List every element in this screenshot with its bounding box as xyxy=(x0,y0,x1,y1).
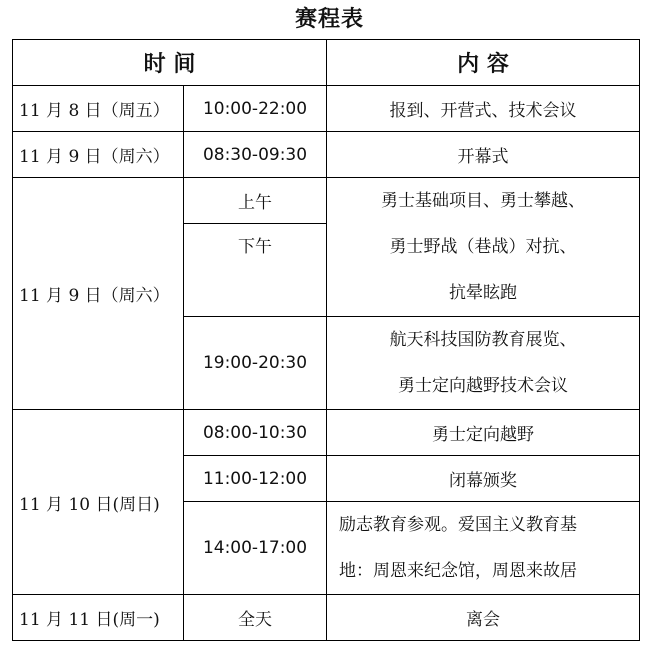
time-cell: 08:00-10:30 xyxy=(184,410,327,456)
content-line: 励志教育参观。爱国主义教育基 xyxy=(339,515,578,535)
content-cell: 勇士定向越野 xyxy=(327,410,640,456)
content-cell: 开幕式 xyxy=(327,132,640,178)
content-line: 地：周恩来纪念馆，周恩来故居 xyxy=(339,561,578,581)
schedule-table xyxy=(12,39,640,641)
content-line: 勇士野战（巷战）对抗、 xyxy=(389,237,577,257)
content-cell xyxy=(327,502,640,595)
content-line: 航天科技国防教育展览、 xyxy=(389,330,577,350)
content-line: 勇士定向越野技术会议 xyxy=(398,376,569,396)
time-cell: 上午 xyxy=(184,178,327,224)
content-cell: 闭幕颁奖 xyxy=(327,456,640,502)
time-cell: 19:00-20:30 xyxy=(184,317,327,410)
time-cell xyxy=(184,224,327,317)
time-cell: 全天 xyxy=(184,595,327,641)
content-cell: 报到、开营式、技术会议 xyxy=(327,86,640,132)
header-time: 时 间 xyxy=(13,40,327,86)
table-row xyxy=(13,86,640,132)
content-cell xyxy=(327,178,640,317)
date-cell: 11 月 9 日（周六） xyxy=(13,178,184,410)
date-cell: 11 月 8 日（周五） xyxy=(13,86,184,132)
content-line: 勇士基础项目、勇士攀越、 xyxy=(381,191,586,211)
date-cell: 11 月 11 日(周一) xyxy=(13,595,184,641)
content-cell: 离会 xyxy=(327,595,640,641)
table-row xyxy=(13,410,640,456)
date-cell: 11 月 9 日（周六） xyxy=(13,132,184,178)
time-cell: 14:00-17:00 xyxy=(184,502,327,595)
date-cell: 11 月 10 日(周日) xyxy=(13,410,184,595)
header-content: 内 容 xyxy=(327,40,640,86)
time-label: 下午 xyxy=(238,237,272,258)
table-row xyxy=(13,178,640,224)
time-cell: 08:30-09:30 xyxy=(184,132,327,178)
table-header-row xyxy=(13,40,640,86)
time-cell: 10:00-22:00 xyxy=(184,86,327,132)
page-title: 赛程表 xyxy=(294,7,364,32)
table-row xyxy=(13,595,640,641)
content-line: 抗晕眩跑 xyxy=(449,283,518,303)
table-row xyxy=(13,132,640,178)
time-cell: 11:00-12:00 xyxy=(184,456,327,502)
content-cell xyxy=(327,317,640,410)
